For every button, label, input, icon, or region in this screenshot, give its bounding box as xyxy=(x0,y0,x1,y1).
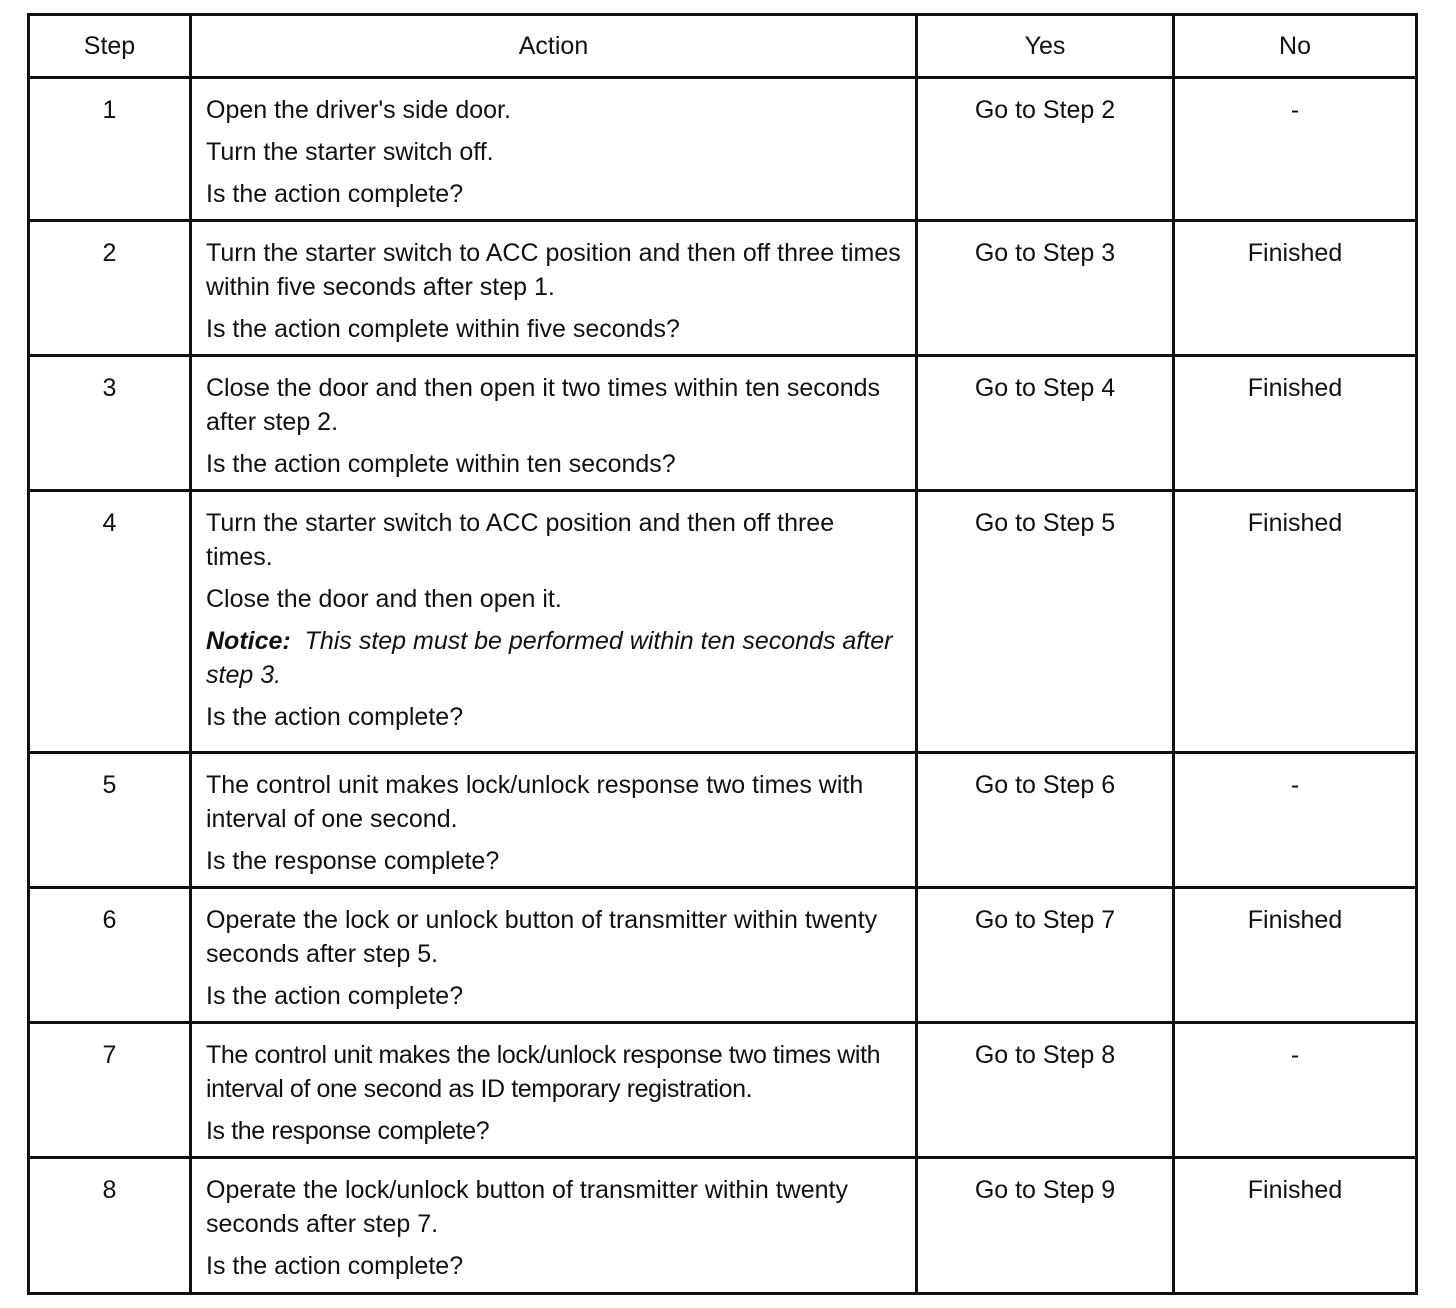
action-text: Operate the lock or unlock button of transmitter within twenty seconds after step 5. xyxy=(206,906,878,968)
yes-result: Go to Step 3 xyxy=(917,221,1174,356)
no-result: Finished xyxy=(1174,1158,1417,1294)
action-text: Is the action complete? xyxy=(206,703,464,731)
action-cell xyxy=(191,491,917,753)
step-number: 2 xyxy=(29,221,191,356)
notice-text xyxy=(206,624,907,692)
notice-label: Notice: xyxy=(206,627,291,655)
action-cell xyxy=(191,78,917,221)
action-text: Operate the lock/unlock button of transmitter within twenty seconds after step 7. xyxy=(206,1176,848,1238)
step-number: 5 xyxy=(29,753,191,888)
action-text: Is the action complete? xyxy=(206,180,464,208)
header-step: Step xyxy=(29,15,191,78)
step-number: 1 xyxy=(29,78,191,221)
step-number: 3 xyxy=(29,356,191,491)
step-number: 8 xyxy=(29,1158,191,1294)
action-text: Close the door and then open it. xyxy=(206,585,562,613)
no-result: - xyxy=(1174,753,1417,888)
action-text: Close the door and then open it two times within ten seconds after step 2. xyxy=(206,374,881,436)
procedure-table xyxy=(27,13,1418,1295)
header-row xyxy=(29,15,1417,78)
action-text: Open the driver's side door. xyxy=(206,96,511,124)
table-row xyxy=(29,888,1417,1023)
table-row xyxy=(29,1158,1417,1294)
action-text: The control unit makes lock/unlock response two times with interval of one second. xyxy=(206,771,864,833)
table-row xyxy=(29,78,1417,221)
yes-result: Go to Step 9 xyxy=(917,1158,1174,1294)
no-result: Finished xyxy=(1174,356,1417,491)
action-text: Is the response complete? xyxy=(206,847,500,875)
action-text: The control unit makes the lock/unlock response two times with interval of one second as ID temporary registration. xyxy=(206,1041,881,1103)
action-text: Is the action complete? xyxy=(206,982,464,1010)
table-row xyxy=(29,356,1417,491)
action-text: Turn the starter switch to ACC position and then off three times within five seconds after step 1. xyxy=(206,239,901,301)
yes-result: Go to Step 4 xyxy=(917,356,1174,491)
yes-result: Go to Step 5 xyxy=(917,491,1174,753)
yes-result: Go to Step 6 xyxy=(917,753,1174,888)
action-text: Is the action complete? xyxy=(206,1252,464,1280)
step-number: 6 xyxy=(29,888,191,1023)
action-text: Is the action complete within five seconds? xyxy=(206,315,680,343)
action-text: Is the action complete within ten seconds? xyxy=(206,450,676,478)
no-result: Finished xyxy=(1174,888,1417,1023)
yes-result: Go to Step 8 xyxy=(917,1023,1174,1158)
action-text: Is the response complete? xyxy=(206,1117,490,1145)
table-row xyxy=(29,1023,1417,1158)
action-cell xyxy=(191,888,917,1023)
action-cell xyxy=(191,1023,917,1158)
header-no: No xyxy=(1174,15,1417,78)
header-yes: Yes xyxy=(917,15,1174,78)
action-cell xyxy=(191,356,917,491)
action-text: Turn the starter switch off. xyxy=(206,138,494,166)
no-result: - xyxy=(1174,1023,1417,1158)
table-row xyxy=(29,753,1417,888)
step-number: 4 xyxy=(29,491,191,753)
no-result: Finished xyxy=(1174,221,1417,356)
table-row xyxy=(29,491,1417,753)
no-result: - xyxy=(1174,78,1417,221)
no-result: Finished xyxy=(1174,491,1417,753)
header-action: Action xyxy=(191,15,917,78)
yes-result: Go to Step 2 xyxy=(917,78,1174,221)
action-cell xyxy=(191,221,917,356)
step-number: 7 xyxy=(29,1023,191,1158)
action-cell xyxy=(191,753,917,888)
notice-body: This step must be performed within ten seconds after step 3. xyxy=(206,627,893,689)
action-text: Turn the starter switch to ACC position and then off three times. xyxy=(206,509,835,571)
yes-result: Go to Step 7 xyxy=(917,888,1174,1023)
table-row xyxy=(29,221,1417,356)
action-cell xyxy=(191,1158,917,1294)
